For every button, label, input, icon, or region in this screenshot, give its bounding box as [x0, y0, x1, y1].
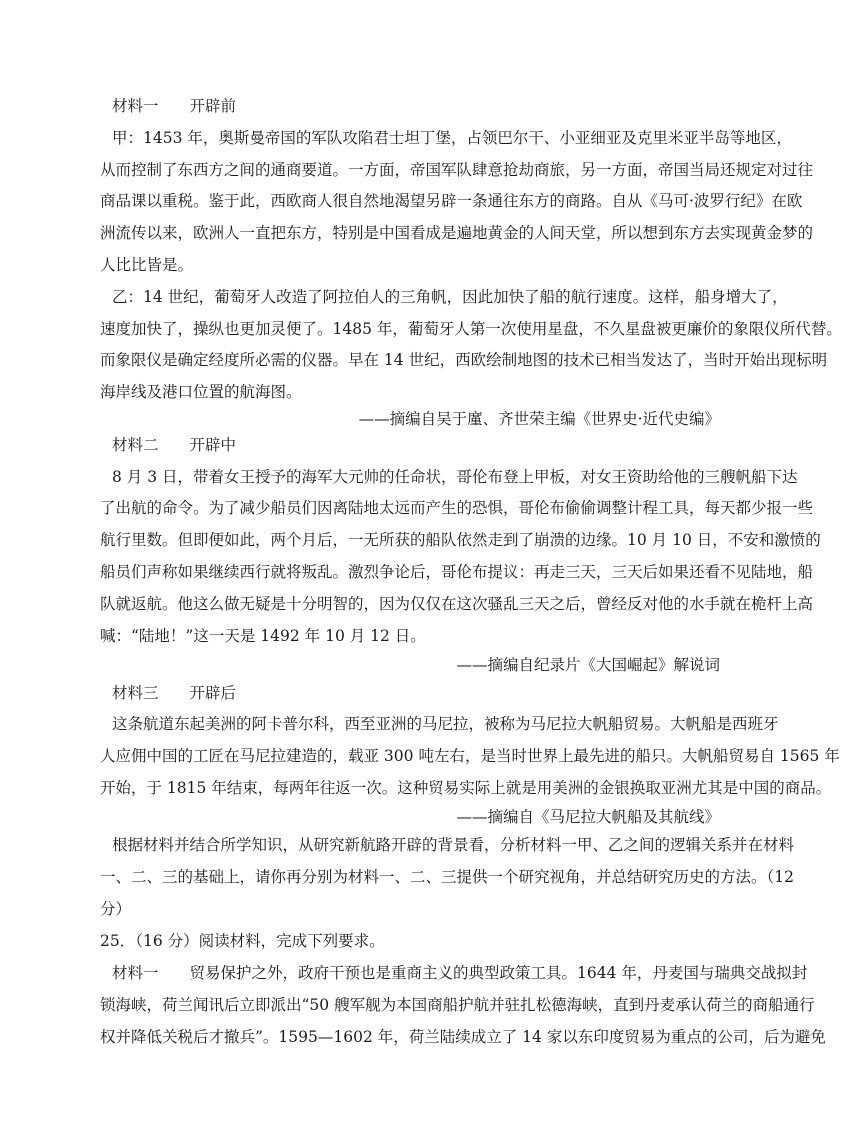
- material3-line: 开始，于 1815 年结束，每两年往返一次。这种贸易实际上就是用美洲的金银换取亚洲尤其是中国的商品。: [100, 779, 832, 797]
- material1-jia-line: 商品课以重税。鉴于此，西欧商人很自然地渴望另辟一条通往东方的商路。自从《马可·波罗行纪》在欧: [100, 192, 803, 210]
- question24-line: 根据材料并结合所学知识，从研究新航路开辟的背景看，分析材料一甲、乙之间的逻辑关系并在材料: [112, 836, 795, 854]
- material3-line: 这条航道东起美洲的阿卡普尔科，西至亚洲的马尼拉，被称为马尼拉大帆船贸易。大帆船是西班牙: [112, 715, 779, 733]
- material2-source: ——摘编自纪录片《大国崛起》解说词: [456, 656, 720, 674]
- material3-heading: 材料三 开辟后: [112, 684, 237, 702]
- question24-line: 一、二、三的基础上，请你再分别为材料一、二、三提供一个研究视角，并总结研究历史的方法。（12: [100, 868, 794, 886]
- material1-yi-line: 速度加快了，操纵也更加灵便了。1485 年，葡萄牙人第一次使用星盘，不久星盘被更廉价的象限仪所代替。: [100, 320, 842, 338]
- material2-heading: 材料二 开辟中: [112, 436, 237, 454]
- material2-line: 船员们声称如果继续西行就将叛乱。激烈争论后，哥伦布提议：再走三天，三天后如果还看不见陆地，船: [100, 563, 814, 581]
- question25-material1-line: 材料一 贸易保护之外，政府干预也是重商主义的典型政策工具。1644 年，丹麦国与瑞典交战拟封: [112, 964, 808, 982]
- material1-source: ——摘编自吴于廑、齐世荣主编《世界史·近代史编》: [358, 410, 720, 428]
- material1-yi-line: 而象限仪是确定经度所必需的仪器。早在 14 世纪，西欧绘制地图的技术已相当发达了，当时开始出现标明: [100, 351, 828, 369]
- material1-heading: 材料一 开辟前: [112, 97, 237, 115]
- material1-yi-line: 海岸线及港口位置的航海图。: [100, 383, 302, 401]
- material2-line: 航行里数。但即便如此，两个月后，一无所获的船队依然走到了崩溃的边缘。10 月 10 日，不安和激愤的: [100, 531, 821, 549]
- question25-material1-line: 权并降低关税后才撤兵”。1595—1602 年，荷兰陆续成立了 14 家以东印度贸易为重点的公司，后为避免: [100, 1028, 826, 1046]
- material1-jia-line: 甲：1453 年，奥斯曼帝国的军队攻陷君士坦丁堡，占领巴尔干、小亚细亚及克里米亚半岛等地区，: [112, 129, 792, 147]
- material1-jia-line: 人比比皆是。: [100, 256, 194, 274]
- question25-material1-line: 锁海峡，荷兰闻讯后立即派出“50 艘军舰为本国商船护航并驻扎松德海峡，直到丹麦承认荷兰的商船通行: [100, 996, 815, 1014]
- material3-line: 人应佣中国的工匠在马尼拉建造的，载亚 300 吨左右，是当时世界上最先进的船只。大帆船贸易自 1565 年: [100, 747, 840, 765]
- material2-line: 队就返航。他这么做无疑是十分明智的，因为仅仅在这次骚乱三天之后，曾经反对他的水手就在桅杆上高: [100, 595, 814, 613]
- material3-source: ——摘编自《马尼拉大帆船及其航线》: [456, 808, 720, 826]
- material1-jia-line: 洲流传以来，欧洲人一直把东方，特别是中国看成是遍地黄金的人间天堂，所以想到东方去实现黄金梦的: [100, 224, 814, 242]
- question24-line: 分）: [100, 900, 132, 918]
- material2-line: 喊：“陆地！”这一天是 1492 年 10 月 12 日。: [100, 627, 426, 645]
- question25-title: 25．（16 分）阅读材料，完成下列要求。: [100, 932, 385, 950]
- material2-line: 了出航的命令。为了减少船员们因离陆地太远而产生的恐惧，哥伦布偷偷调整计程工具，每天都少报一些: [100, 499, 814, 517]
- material1-jia-line: 从而控制了东西方之间的通商要道。一方面，帝国军队肆意抢劫商旅，另一方面，帝国当局还规定对过往: [100, 161, 814, 179]
- material2-line: 8 月 3 日，带着女王授予的海军大元帅的任命状，哥伦布登上甲板，对女王资助给他的三艘帆船下达: [112, 468, 798, 486]
- material1-yi-line: 乙：14 世纪，葡萄牙人改造了阿拉伯人的三角帆，因此加快了船的航行速度。这样，船身增大了，: [112, 288, 788, 306]
